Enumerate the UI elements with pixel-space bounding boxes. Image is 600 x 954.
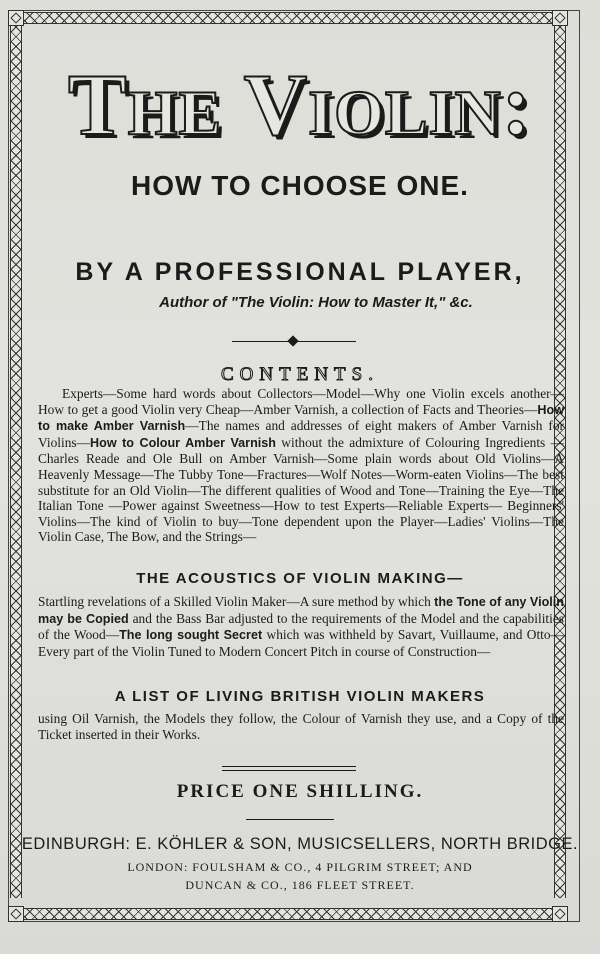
acoustics-paragraph: Startling revelations of a Skilled Violin Maker—A sure method by which the Tone of any Violin may be Copied and the Bass Bar adjusted to the requirements of the Model and the capabilities of the Wood—The long sought Secret which was withheld by Savart, Vuillaume, and Otto—Every part of the Violin Tuned to Modern Concert Pitch in course of Construction— [38, 594, 565, 659]
makers-heading: A LIST OF LIVING BRITISH VIOLIN MAKERS [114, 688, 486, 705]
corner-ornament-bottom-right [552, 906, 568, 922]
corner-ornament-top-right [552, 10, 568, 26]
author-note: Author of "The Violin: How to Master It," &c. [159, 294, 473, 311]
bottom-ornamental-border [22, 908, 552, 920]
duncan-imprint: DUNCAN & CO., 186 FLEET STREET. [185, 878, 415, 892]
book-title: THE VIOLIN: [68, 57, 532, 154]
left-ornamental-border [10, 24, 22, 898]
subtitle: HOW TO CHOOSE ONE. [131, 170, 469, 201]
corner-ornament-bottom-left [8, 906, 24, 922]
corner-ornament-top-left [8, 10, 24, 26]
price: PRICE ONE SHILLING. [176, 781, 424, 802]
london-imprint: LONDON: FOULSHAM & CO., 4 PILGRIM STREET; AND [127, 860, 473, 874]
acoustics-heading: THE ACOUSTICS OF VIOLIN MAKING— [136, 570, 464, 587]
makers-paragraph: using Oil Varnish, the Models they follow, the Colour of Varnish they use, and a Copy of the Ticket inserted in their Works. [38, 711, 564, 742]
byline: BY A PROFESSIONAL PLAYER, [75, 258, 525, 286]
divider-rule [222, 770, 356, 771]
contents-paragraph: Experts—Some hard words about Collectors—Model—Why one Violin excels another—How to get a good Violin very Cheap—Amber Varnish, a collection of Facts and Theories—How to make Amber Varnish—The names and addresses of eight makers of Amber Varnish for Violins—How to Colour Amber Varnish without the admixture of Colouring Ingredients —Charles Reade and Ole Bull on Amber Varnish—Some plain words about Old Violins—A Heavenly Message—The Tubby Tone—Fractures—Wolf Notes—Worm-eaten Violins—The best substitute for an Old Violin—The different qualities of Wood and Tone—Training the Eye—The Italian Tone —Power against Sweetness—How to test Experts—Reliable Experts— Beginners' Violins—The kind of Violin to buy—Tone dependent upon the Player—Ladies' Violins—The Violin Case, The Bow, and the Strings— [38, 386, 565, 545]
divider-rule [246, 819, 334, 820]
ornamental-rule [232, 341, 356, 342]
contents-heading: CONTENTS. [221, 364, 379, 385]
divider-rule [222, 766, 356, 767]
top-ornamental-border [22, 12, 552, 24]
publisher-imprint: EDINBURGH: E. KÖHLER & SON, MUSICSELLERS, NORTH BRIDGE. [21, 835, 579, 853]
